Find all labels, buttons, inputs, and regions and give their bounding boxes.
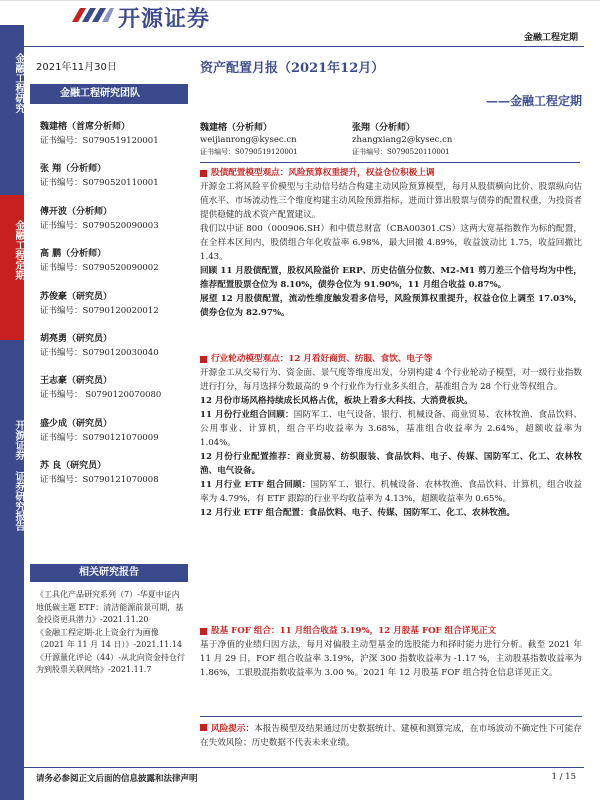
team-heading: 金融工程研究团队: [30, 84, 188, 104]
analyst-item: [40, 122, 190, 164]
paragraph-bold: 12 月份市场风格持续成长风格占优，板块上看多大科技、大消费板块。: [200, 396, 473, 406]
analyst-item: [40, 207, 190, 249]
section-heading-text: 股债配置模型观点：风险预算权重提升，权益仓位积极上调: [211, 168, 435, 178]
bullet-square-icon: [200, 628, 207, 635]
analyst-name: 盛少成（研究员）: [40, 418, 113, 429]
report-type-label: 金融工程定期: [523, 33, 578, 43]
report-date: 2021年11月30日: [36, 62, 117, 73]
inline-label: 11 月行业 ETF 组合回顾：: [200, 480, 311, 490]
paragraph-bold: 展望 12 月股债配置，流动性维度触发看多信号，风险预算权重提升，权益仓位上调至 17.03%，债券仓位为 82.97%。: [200, 294, 582, 318]
page-subtitle: ——金融工程定期: [485, 94, 582, 108]
inline-text: 国防军工、银行、机械设备、农林牧渔、食品饮料、计算机，组合收益率为 4.79%，有 ETF 跟踪的行业平均收益率为 4.13%，超额收益率为 0.65%。: [200, 480, 582, 504]
side-label-brand: 开源证券 证券研究报告: [13, 419, 24, 531]
side-label-research: 金融工程研究: [13, 53, 24, 113]
analyst-name: 苏 良（研究员）: [40, 461, 107, 472]
related-report-link[interactable]: 《工具化产品研究系列（7）-华夏中证内地低碳主题 ETF：清洁能源前景可期，基金投资更具潜力》-2021.11.20: [36, 590, 184, 624]
footer-disclaimer: 请务必参阅正文后面的信息披露和法律声明: [36, 774, 198, 784]
analyst-cert: 证书编号：S0790520090002: [40, 263, 159, 274]
analyst-cert: 证书编号： S0790120070080: [40, 390, 162, 401]
author-divider: [200, 162, 580, 163]
related-reports-list: [36, 589, 186, 677]
section-fof: [200, 624, 582, 680]
footer-divider: [24, 767, 584, 768]
paragraph-bold: 12 月行业 ETF 组合配置：食品饮料、电子、传媒、国防军工、化工、农林牧渔。: [200, 508, 515, 518]
analyst-item: [40, 292, 190, 334]
related-report-link[interactable]: 《金融工程定期-北上资金行为画像（2021 年 11 月 14 日）》-2021.11.14: [36, 627, 182, 649]
analyst-name: 王志豪（研究员）: [40, 376, 113, 387]
analyst-item: [40, 334, 190, 376]
analyst-cert: 证书编号：S0790520110001: [40, 178, 159, 189]
author-name: 张翔（分析师）: [352, 123, 416, 133]
analyst-cert: 证书编号：S0790520090003: [40, 220, 159, 231]
analyst-cert: 证书编号：S0790120020012: [40, 305, 159, 316]
logo-mark-icon: [70, 4, 114, 30]
page-title: 资产配置月报（2021年12月）: [200, 61, 385, 76]
header-rule: [24, 46, 584, 47]
paragraph: 开源金工将风险平价模型与主动信号结合构建主动风险预算模型，每月从股债横向比价、股票纵向估值水平、市场流动性三个维度构建主动风险预算指标，进而计算出股票与债券的配置权重，为投资者提供稳健的战术资产配置建议。: [200, 182, 582, 220]
analyst-item: [40, 419, 190, 461]
paragraph-bold: 12 月份行业配置推荐：商业贸易、纺织服装、食品饮料、电子、传媒、国防军工、化工、农林牧渔、电气设备。: [200, 452, 582, 476]
analyst-item: [40, 164, 190, 206]
side-strip: [0, 25, 24, 800]
paragraph-bold: 回顾 11 月股债配置，股权风险溢价 ERP、历史估值分位数、M2-M1 剪刀差三个信号均为中性，推荐配置股票仓位为 8.10%，债券仓位为 91.90%，11 月组合收益 0.87%。: [200, 266, 582, 290]
logo-text: 开源证券: [118, 6, 211, 32]
author-email[interactable]: weijianrong@kysec.cn: [200, 135, 297, 145]
brand-logo: [70, 4, 210, 30]
section-heading-text: 股基 FOF 组合：11 月组合收益 3.19%，12 月股基 FOF 组合详见正文: [211, 626, 497, 636]
analyst-name: 高 鹏（分析师）: [40, 249, 107, 260]
side-label-periodic: 金融工程定期: [13, 220, 24, 280]
paragraph: [200, 408, 582, 450]
bullet-square-icon: [200, 356, 207, 363]
analyst-name: 魏建榕（首席分析师）: [40, 122, 131, 132]
paragraph: [200, 722, 582, 750]
analyst-name: 傅开波（分析师）: [40, 206, 113, 217]
section-asset-allocation: [200, 166, 582, 320]
analyst-cert: 证书编号：S0790120030040: [40, 347, 159, 358]
related-report-link[interactable]: 《开源量化评论（44）-从北向资金持仓行为到股票关联网络》-2021.11.7: [36, 652, 185, 674]
section-heading: [200, 166, 582, 180]
analyst-item: [40, 376, 190, 418]
top-divider: [0, 0, 600, 1]
bullet-square-icon: [200, 724, 207, 731]
analyst-name: 苏俊豪（研究员）: [40, 291, 113, 302]
analyst-list: [40, 122, 190, 504]
page-number: 1 / 15: [551, 772, 576, 782]
bullet-square-icon: [200, 170, 207, 177]
analyst-item: [40, 461, 190, 503]
analyst-name: 胡亮勇（研究员）: [40, 333, 113, 344]
section-industry-rotation: [200, 352, 582, 520]
inline-text: 国防军工、电气设备、银行、机械设备、商业贸易、农林牧渔、食品饮料、公用事业、计算机，组合平均收益率为 3.68%，基准组合收益率为 2.64%，超额收益率为 1.04%。: [200, 410, 582, 448]
paragraph: [200, 478, 582, 506]
paragraph: 开源金工从交易行为、资金面、景气度等维度出发，分别构建 4 个行业轮动子模型，对一级行业指数进行打分，每月选择分数最高的 9 个行业作为行业多头组合，基准组合为 28 个行业等权组合。: [200, 368, 582, 392]
author-card: [352, 122, 532, 158]
analyst-cert: 证书编号：S0790121070008: [40, 475, 159, 486]
inline-label: 11 月份行业组合回顾：: [200, 410, 294, 420]
author-name: 魏建榕（分析师）: [200, 123, 273, 133]
risk-label: 风险提示：: [211, 724, 255, 734]
analyst-item: [40, 249, 190, 291]
analyst-cert: 证书编号：S0790121070009: [40, 432, 159, 443]
related-reports-heading: 相关研究报告: [30, 564, 188, 582]
paragraph: 基于净值的业绩归因方法，每月对偏股主动型基金的选股能力和择时能力进行分析。截至 2021 年 11 月 29 日，FOF 组合收益率 3.19%，沪深 300 指数收益率为 -1.17 %，主动股基指数收益率为 1.86%，工银股混指数收益率为 3.00 %。2021 年 12 月股基 FOF 组合持仓信息详见正文。: [200, 640, 582, 678]
paragraph: 我们以中证 800（000906.SH）和中债总财富（CBA00301.CS）这两大宽基指数作为标的配置，在全样本区间内，股债组合年化收益率 6.98%，最大回撤 4.89%，收益波动比 1.75，收益回撤比 1.43。: [200, 224, 582, 262]
risk-text: 本报告模型及结果通过历史数据统计、建模和测算完成，在市场波动不确定性下可能存在失效风险；历史数据不代表未来业绩。: [200, 724, 582, 748]
section-heading: [200, 624, 582, 638]
section-heading: [200, 352, 582, 366]
analyst-name: 张 翔（分析师）: [40, 164, 107, 175]
section-heading-text: 行业轮动模型观点：12 月看好商贸、纺服、食饮、电子等: [211, 354, 433, 364]
author-cert: 证书编号：S0790520110001: [352, 148, 450, 156]
analyst-cert: 证书编号：S0790519120001: [40, 136, 159, 146]
risk-notice: [200, 722, 582, 750]
author-cert: 证书编号：S0790519120001: [200, 148, 298, 156]
risk-divider: [200, 716, 582, 717]
author-email[interactable]: zhangxiang2@kysec.cn: [352, 135, 453, 145]
